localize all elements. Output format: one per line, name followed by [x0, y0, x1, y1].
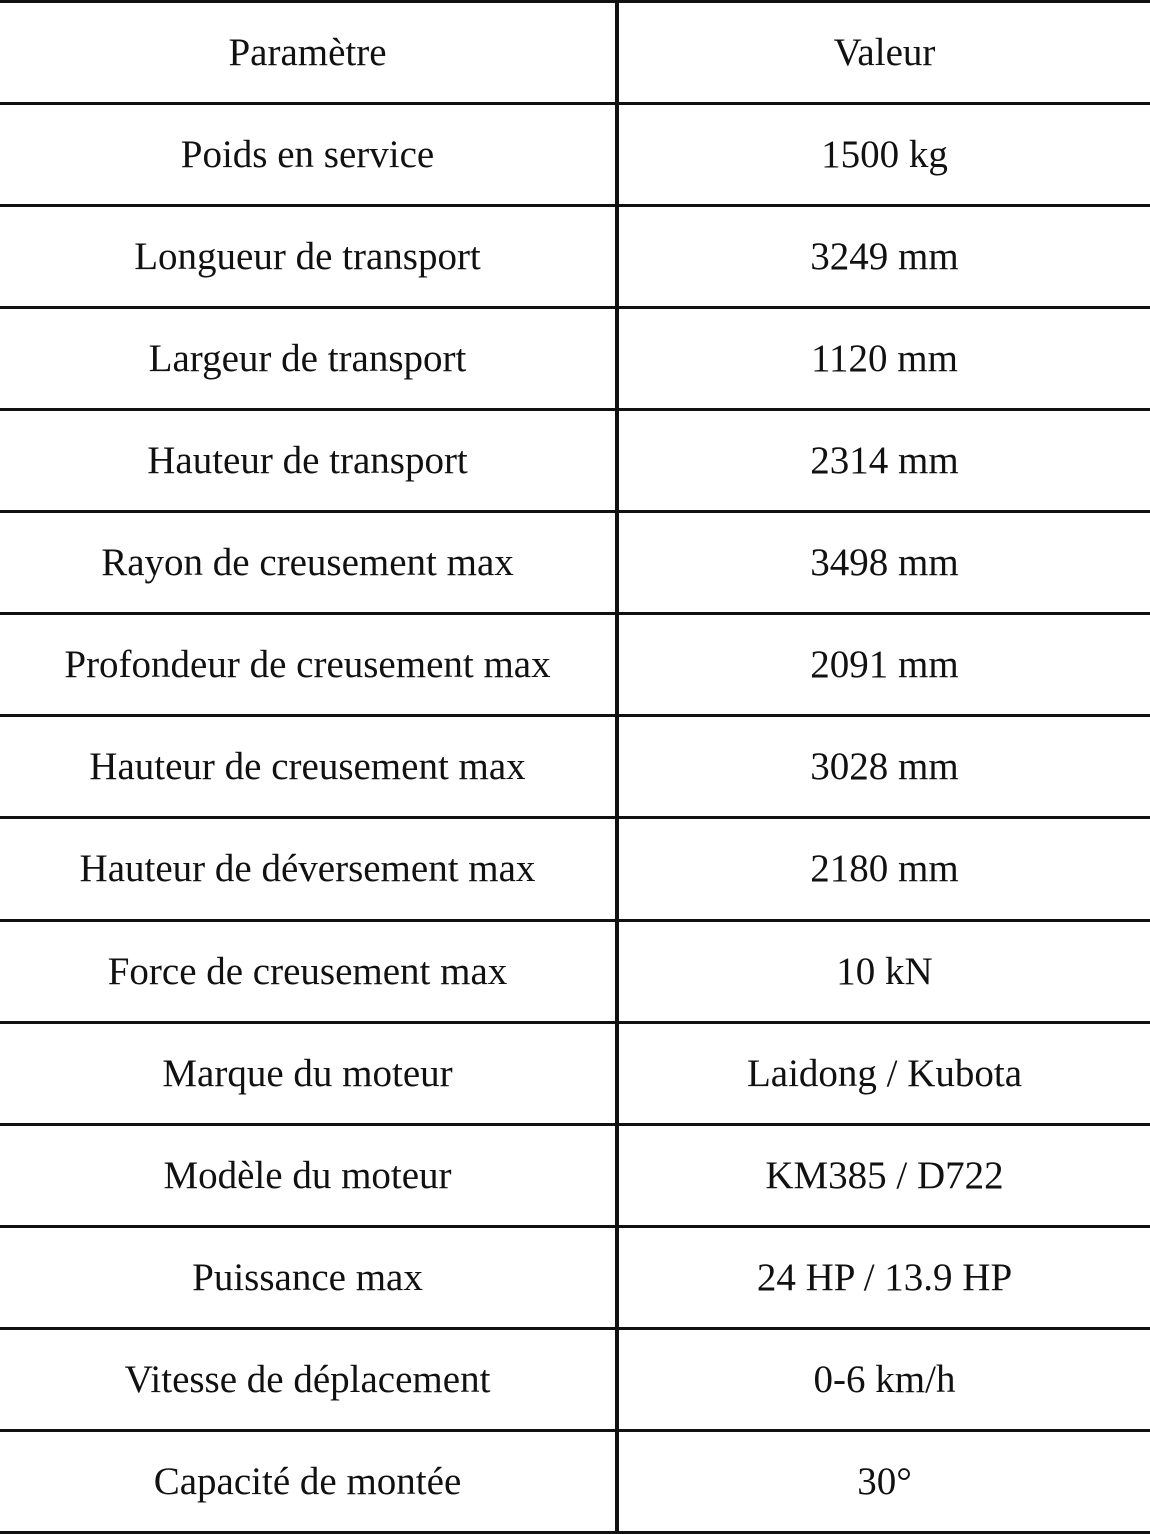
value-cell: 30°	[617, 1430, 1150, 1532]
value-cell: Laidong / Kubota	[617, 1022, 1150, 1124]
param-cell: Marque du moteur	[0, 1022, 617, 1124]
value-cell: 3249 mm	[617, 206, 1150, 308]
value-cell: 2180 mm	[617, 818, 1150, 920]
table-row	[0, 206, 1150, 308]
table-row	[0, 818, 1150, 920]
value-cell: 1120 mm	[617, 308, 1150, 410]
param-cell: Largeur de transport	[0, 308, 617, 410]
value-cell: 2091 mm	[617, 614, 1150, 716]
table-row	[0, 1430, 1150, 1532]
value-cell: 0-6 km/h	[617, 1328, 1150, 1430]
table-row	[0, 1328, 1150, 1430]
value-cell: 10 kN	[617, 920, 1150, 1022]
table-header-row	[0, 2, 1150, 104]
table-row	[0, 920, 1150, 1022]
value-cell: KM385 / D722	[617, 1124, 1150, 1226]
table-row	[0, 308, 1150, 410]
param-cell: Capacité de montée	[0, 1430, 617, 1532]
param-cell: Rayon de creusement max	[0, 512, 617, 614]
param-cell: Longueur de transport	[0, 206, 617, 308]
table-row	[0, 104, 1150, 206]
value-cell: 24 HP / 13.9 HP	[617, 1226, 1150, 1328]
param-cell: Profondeur de creusement max	[0, 614, 617, 716]
table-row	[0, 512, 1150, 614]
param-cell: Vitesse de déplacement	[0, 1328, 617, 1430]
table-row	[0, 1022, 1150, 1124]
param-cell: Poids en service	[0, 104, 617, 206]
param-cell: Hauteur de creusement max	[0, 716, 617, 818]
param-cell: Force de creusement max	[0, 920, 617, 1022]
table-row	[0, 716, 1150, 818]
param-cell: Puissance max	[0, 1226, 617, 1328]
header-param: Paramètre	[0, 2, 617, 104]
value-cell: 3028 mm	[617, 716, 1150, 818]
table-row	[0, 1226, 1150, 1328]
value-cell: 2314 mm	[617, 410, 1150, 512]
table-row	[0, 1124, 1150, 1226]
table-row	[0, 410, 1150, 512]
param-cell: Modèle du moteur	[0, 1124, 617, 1226]
table-row	[0, 614, 1150, 716]
param-cell: Hauteur de transport	[0, 410, 617, 512]
value-cell: 1500 kg	[617, 104, 1150, 206]
header-value: Valeur	[617, 2, 1150, 104]
param-cell: Hauteur de déversement max	[0, 818, 617, 920]
value-cell: 3498 mm	[617, 512, 1150, 614]
